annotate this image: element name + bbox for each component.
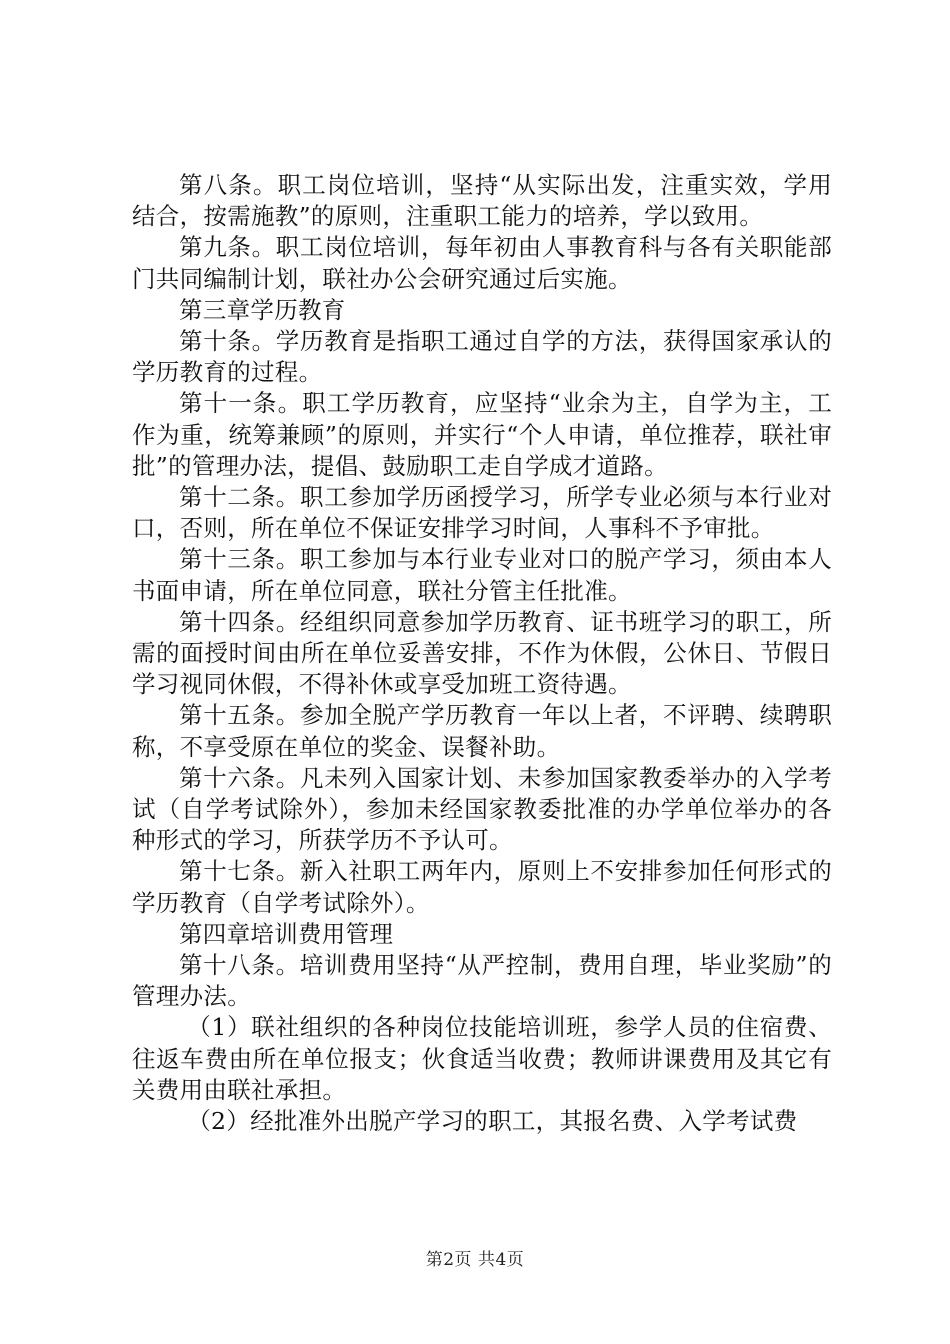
paragraph-article-14: 第十四条。经组织同意参加学历教育、证书班学习的职工，所需的面授时间由所在单位妥善安排，不作为休假，公休日、节假日学习视同休假，不得补休或享受加班工资待遇。 (132, 607, 832, 699)
paragraph-article-13: 第十三条。职工参加与本行业专业对口的脱产学习，须由本人书面申请，所在单位同意，联社分管主任批准。 (132, 545, 832, 605)
paragraph-article-9: 第九条。职工岗位培训，每年初由人事教育科与各有关职能部门共同编制计划，联社办公会研究通过后实施。 (132, 233, 832, 293)
list-item-2: （2）经批准外出脱产学习的职工，其报名费、入学考试费 (187, 1107, 798, 1136)
chapter-heading-4: 第四章培训费用管理 (179, 919, 394, 948)
paragraph-article-18: 第十八条。培训费用坚持“从严控制，费用自理，毕业奖励”的管理办法。 (132, 951, 832, 1011)
paragraph-article-15: 第十五条。参加全脱产学历教育一年以上者，不评聘、续聘职称，不享受原在单位的奖金、误餐补助。 (132, 701, 832, 761)
paragraph-article-10: 第十条。学历教育是指职工通过自学的方法，获得国家承认的学历教育的过程。 (132, 327, 832, 387)
chapter-heading-3: 第三章学历教育 (179, 295, 346, 324)
paragraph-article-17: 第十七条。新入社职工两年内，原则上不安排参加任何形式的学历教育（自学考试除外）。 (132, 857, 832, 917)
paragraph-article-8: 第八条。职工岗位培训，坚持“从实际出发，注重实效，学用结合，按需施教”的原则，注重职工能力的培养，学以致用。 (132, 171, 832, 231)
page-number-footer: 第2页 共4页 (425, 1250, 525, 1270)
document-body (132, 170, 832, 1137)
paragraph-article-12: 第十二条。职工参加学历函授学习，所学专业必须与本行业对口，否则，所在单位不保证安排学习时间，人事科不予审批。 (132, 483, 832, 543)
list-item-1: （1）联社组织的各种岗位技能培训班，参学人员的住宿费、往返车费由所在单位报支；伙食适当收费；教师讲课费用及其它有关费用由联社承担。 (132, 1013, 832, 1104)
paragraph-article-11: 第十一条。职工学历教育，应坚持“业余为主，自学为主，工作为重，统筹兼顾”的原则，并实行“个人申请，单位推荐，联社审批”的管理办法，提倡、鼓励职工走自学成才道路。 (132, 389, 832, 480)
paragraph-article-16: 第十六条。凡未列入国家计划、未参加国家教委举办的入学考试（自学考试除外），参加未经国家教委批准的办学单位举办的各种形式的学习，所获学历不予认可。 (132, 763, 832, 855)
